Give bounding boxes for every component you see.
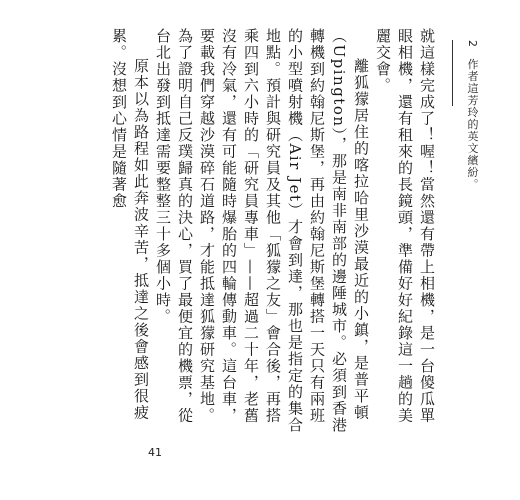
page-number: 41	[148, 446, 162, 459]
paragraph: 原本以為路程如此奔波辛苦，抵達之後會感到很疲累。沒想到心情是隨著愈	[110, 28, 150, 421]
running-header	[464, 40, 480, 191]
chapter-title: 作者這芳玲的英文繽紛。	[466, 58, 479, 191]
chapter-number: 2	[466, 40, 479, 48]
paragraph: 就這樣完成了！喔！當然還有帶上相機，是一台傻瓜單眼相機，還有租來的長鏡頭，準備好好紀錄這一趟的美麗交會。	[374, 28, 436, 424]
paragraph: 離狐獴居住的喀拉哈里沙漠最近的小鎮，是普平頓（Upington），那是南非南部的邊陲城市。必須到香港轉機到約翰尼斯堡，再由約翰尼斯堡轉搭一天只有兩班的小型噴射機（Air Jet）才會到達，那也是指定的集合地點。預計與研究員及其他「狐獴之友」會合後，再搭乘四到六小時的「研究員專車」——超過二十年，老舊沒有冷氣，還有可能隨時爆胎的四輪傳動車。這台車，要載我們穿越沙漠碎石道路，才能抵達狐獴研究基地。為了證明自己反璞歸真的決心，買了最便宜的機票，從台北出發到抵達需要整整三十多個小時。	[154, 28, 370, 434]
header-divider	[452, 40, 453, 106]
body-text	[108, 28, 438, 440]
